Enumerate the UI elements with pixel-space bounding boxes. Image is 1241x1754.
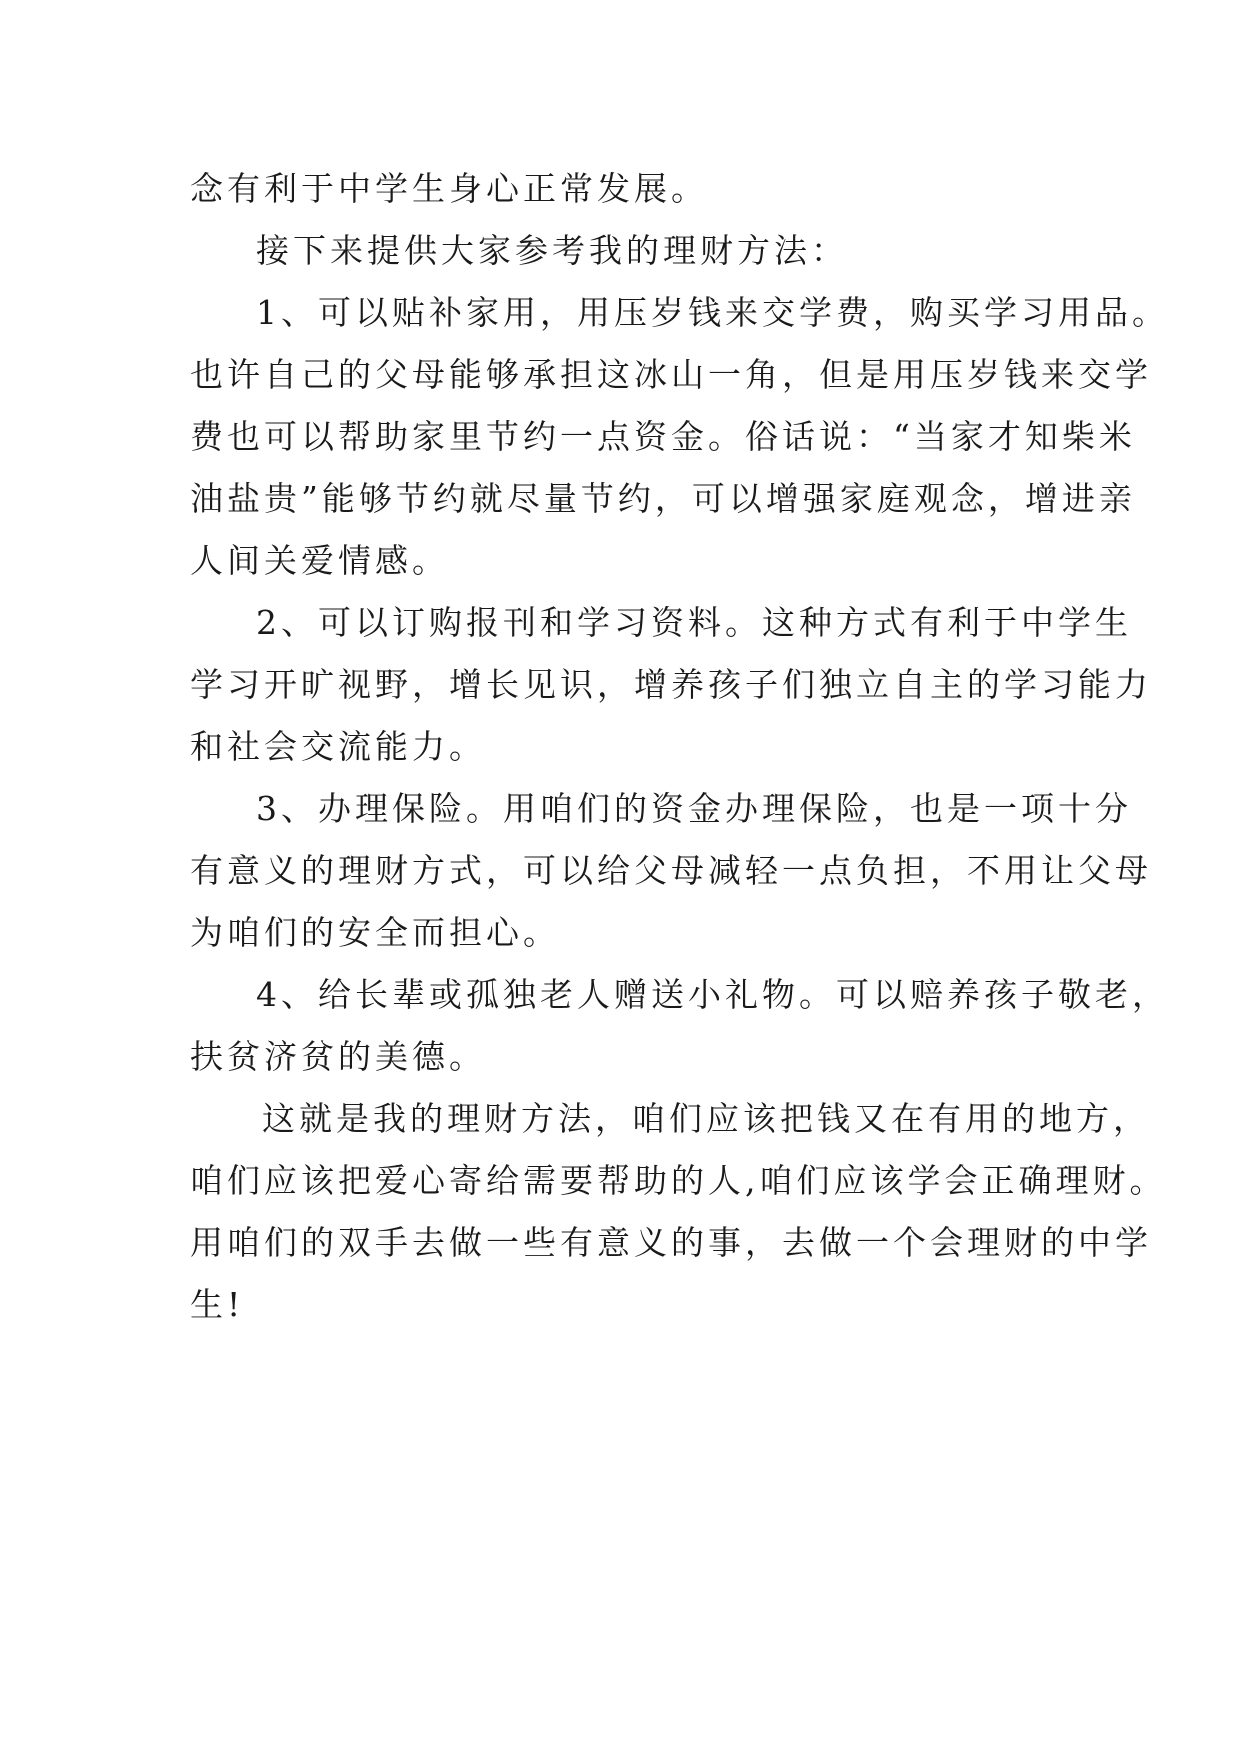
text-line: 有意义的理财方式，可以给父母减轻一点负担，不用让父母 bbox=[190, 851, 1152, 890]
text-line: 为咱们的安全而担心。 bbox=[190, 913, 560, 952]
text-line: 油盐贵”能够节约就尽量节约，可以增强家庭观念，增进亲 bbox=[190, 479, 1136, 518]
text-line: 接下来提供大家参考我的理财方法： bbox=[256, 231, 848, 270]
text-line: 人间关爱情感。 bbox=[190, 541, 449, 580]
text-line: 学习开旷视野，增长见识，增养孩子们独立自主的学习能力 bbox=[190, 665, 1152, 704]
text-line: 2、可以订购报刊和学习资料。这种方式有利于中学生 bbox=[256, 603, 1132, 642]
text-line: 咱们应该把爱心寄给需要帮助的人,咱们应该学会正确理财。 bbox=[190, 1161, 1167, 1200]
text-line: 费也可以帮助家里节约一点资金。俗话说：“当家才知柴米 bbox=[190, 417, 1136, 456]
text-line: 念有利于中学生身心正常发展。 bbox=[190, 169, 708, 208]
text-line: 用咱们的双手去做一些有意义的事，去做一个会理财的中学 bbox=[190, 1223, 1152, 1262]
text-line: 扶贫济贫的美德。 bbox=[190, 1037, 486, 1076]
text-line: 生! bbox=[190, 1285, 245, 1324]
text-line: 3、办理保险。用咱们的资金办理保险，也是一项十分 bbox=[256, 789, 1132, 828]
text-line: 1、可以贴补家用，用压岁钱来交学费，购买学习用品。 bbox=[256, 293, 1169, 332]
text-line: 4、给长辈或孤独老人赠送小礼物。可以赔养孩子敬老， bbox=[256, 975, 1169, 1014]
text-line: 这就是我的理财方法，咱们应该把钱又在有用的地方， bbox=[262, 1099, 1150, 1138]
text-line: 也许自己的父母能够承担这冰山一角，但是用压岁钱来交学 bbox=[190, 355, 1152, 394]
document-body bbox=[190, 158, 1169, 1336]
text-line: 和社会交流能力。 bbox=[190, 727, 486, 766]
